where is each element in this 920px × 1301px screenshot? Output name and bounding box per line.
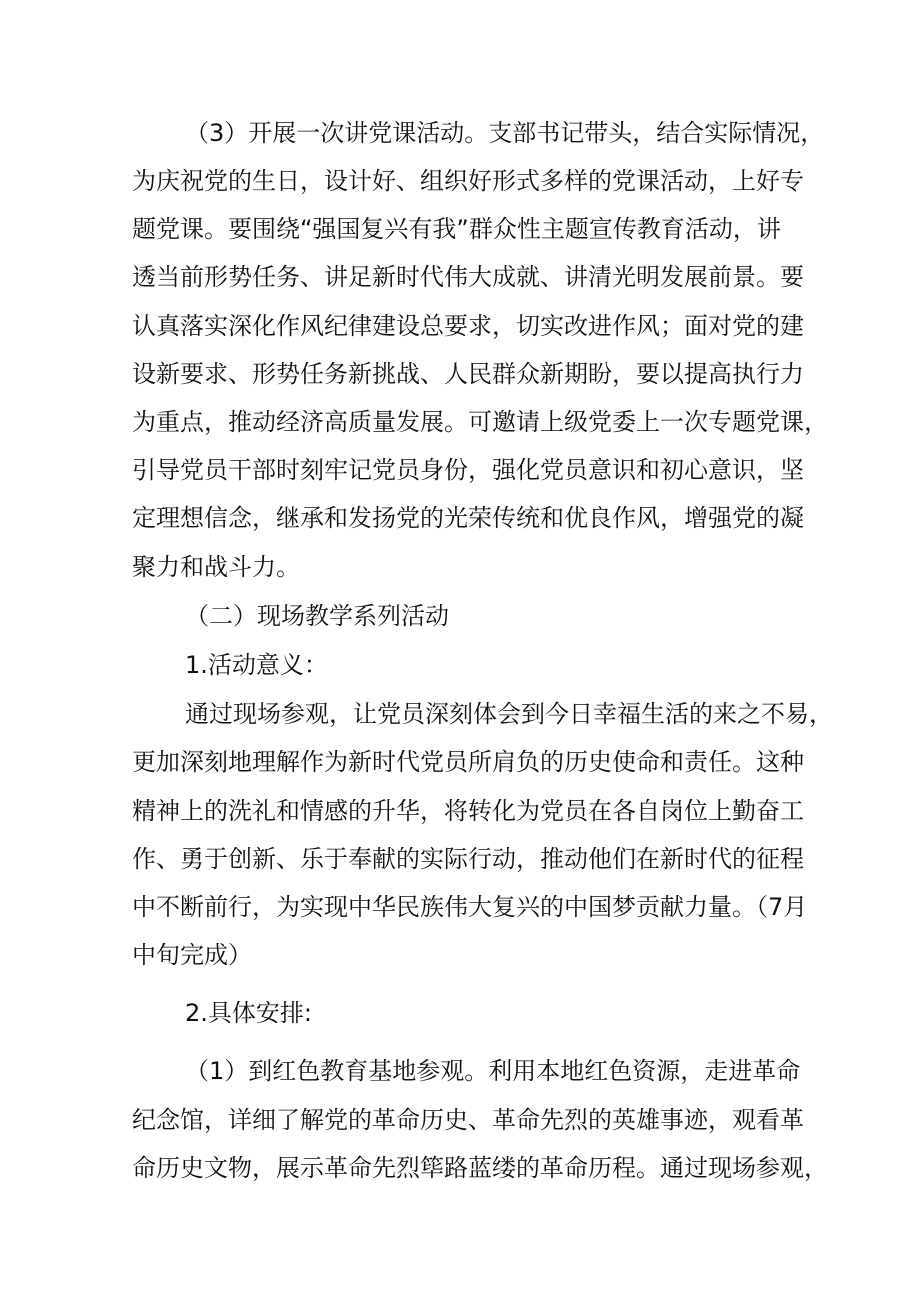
paragraph-3-line-7: 为重点，推动经济高质量发展。可邀请上级党委上一次专题党课， (132, 408, 828, 436)
paragraph-3-line-10: 聚力和战斗力。 (132, 553, 300, 581)
arrangement-line-2: 纪念馆，详细了解党的革命历史、革命先烈的英雄事迹，观看革 (132, 1106, 804, 1134)
paragraph-3-line-1: （3）开展一次讲党课活动。支部书记带头，结合实际情况， (185, 119, 825, 147)
paragraph-3-line-5: 认真落实深化作风纪律建设总要求，切实改进作风；面对党的建 (132, 312, 804, 340)
subheading-specific-arrangement: 2.具体安排: (185, 999, 312, 1027)
paragraph-3-line-3: 题党课。要围绕“强国复兴有我”群众性主题宣传教育活动，讲 (132, 215, 781, 243)
arrangement-line-3: 命历史文物，展示革命先烈筚路蓝缕的革命历程。通过现场参观， (132, 1154, 828, 1182)
meaning-line-3: 精神上的洗礼和情感的升华，将转化为党员在各自岗位上勤奋工 (132, 797, 804, 825)
meaning-line-1: 通过现场参观，让党员深刻体会到今日幸福生活的来之不易， (185, 700, 833, 728)
meaning-line-2: 更加深刻地理解作为新时代党员所肩负的历史使命和责任。这种 (132, 748, 804, 776)
section-heading: （二）现场教学系列活动 (185, 602, 449, 630)
subheading-activity-meaning: 1.活动意义： (185, 651, 328, 679)
arrangement-line-1: （1）到红色教育基地参观。利用本地红色资源，走进革命 (185, 1057, 801, 1085)
meaning-line-6: 中旬完成） (132, 941, 252, 969)
paragraph-3-line-4: 透当前形势任务、讲足新时代伟大成就、讲清光明发展前景。要 (132, 263, 804, 291)
paragraph-3-line-9: 定理想信念，继承和发扬党的光荣传统和优良作风，增强党的凝 (132, 504, 804, 532)
paragraph-3-line-2: 为庆祝党的生日，设计好、组织好形式多样的党课活动，上好专 (132, 167, 804, 195)
meaning-line-4: 作、勇于创新、乐于奉献的实际行动，推动他们在新时代的征程 (132, 845, 804, 873)
paragraph-3-line-6: 设新要求、形势任务新挑战、人民群众新期盼，要以提高执行力 (132, 360, 804, 388)
paragraph-3-line-8: 引导党员干部时刻牢记党员身份，强化党员意识和初心意识，坚 (132, 456, 804, 484)
meaning-line-5: 中不断前行，为实现中华民族伟大复兴的中国梦贡献力量。（7月 (132, 893, 808, 921)
